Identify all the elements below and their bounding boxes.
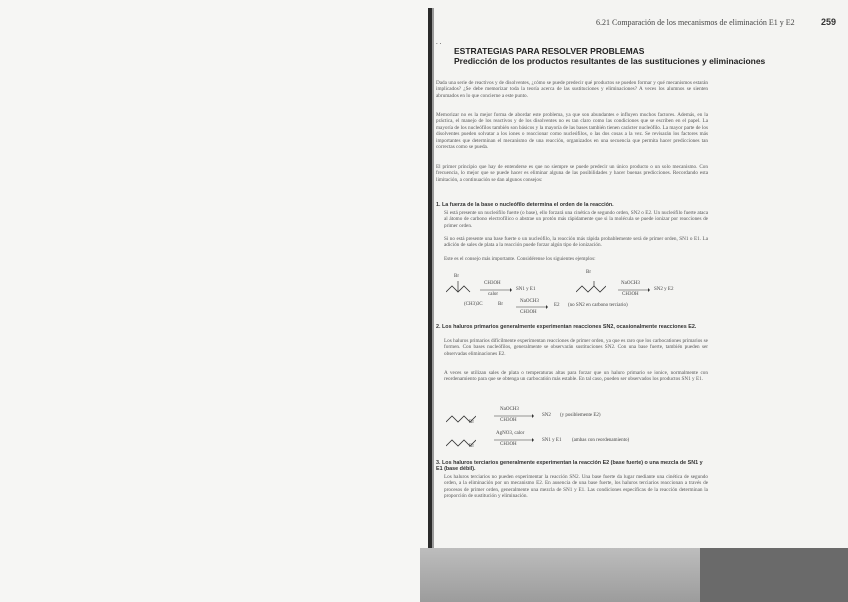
book-gutter-edge xyxy=(432,8,434,548)
rxn2-reagent: NaOCH3 xyxy=(621,281,640,286)
rxn5-note: (ambas con reordenamiento) xyxy=(572,438,630,443)
rxn4-leaving-atom: Br xyxy=(469,420,474,425)
alkyl-bromide-structure-1 xyxy=(446,274,474,298)
rxn2-products: SN2 y E2 xyxy=(654,287,674,292)
rxn5-reagent: AgNO3, calor xyxy=(496,431,525,436)
rxn3-substrate: (CH3)3C xyxy=(464,302,483,307)
intro-paragraph-2: Memorizar no es la mejor forma de abordar este problema, ya que son abundantes e influyen muchos factores. Además, en la práctica, el manejo de los reactivos y de los disolventes no es tan claro como las condiciones que se escriben en el papel. La mayoría de los nucleófilos también son básicos y la mayoría de las bases también tienen carácter nucleófilo. La mayor parte de los disolventes pueden solvatar a los iones o reaccionar como nucleófilos, o las dos cosas a la vez. Se revisarán los factores más importantes que determinan el mecanismo de una reacción, organizados en una secuencia que permita hacer predicciones tan correctas como se pueda. xyxy=(436,112,708,151)
rxn3-note: (no SN2 en carbono terciario) xyxy=(568,303,628,308)
rxn2-solvent: CH3OH xyxy=(622,292,639,297)
principle-2-text-1: Los haluros primarios difícilmente experimentan reacciones de primer orden, ya que es raro que los carbocationes primarios se formen. Con bases nucleófilos, generalmente se observarán sustituciones SN2. Con una base fuerte, también pueden ser observadas eliminaciones E2. xyxy=(444,338,708,357)
scan-corner-shadow xyxy=(700,548,848,602)
margin-marks: . . xyxy=(436,38,442,46)
principle-3-text: Los haluros terciarios no pueden experimentar la reacción SN2. Una base fuerte da lugar mediante una cinética de segundo orden, a la eliminación por un mecanismo E2. En ausencia de una base fuerte, los haluros terciarios reaccionan a través de procesos de primer orden, generalmente una mezcla de SN1 y E1. Las condiciones específicas de la reacción determinan la proporción de sustitución y eliminación. xyxy=(444,474,708,500)
intro-paragraph-1: Dada una serie de reactivos y de disolventes, ¿cómo se puede predecir qué productos se pueden formar y qué mecanismos estarán implicados? ¿Se debe memorizar toda la teoría acerca de las sustituciones y eliminaciones? A veces los alumnos se sienten abrumados en lo que concierne a este punto. xyxy=(436,80,708,99)
rxn5-leaving-atom: Br xyxy=(469,444,474,449)
rxn1-condition: calor xyxy=(488,292,498,297)
principle-2-title: 2. Los haluros primarios generalmente experimentan reacciones SN2, ocasionalmente reacciones E2. xyxy=(436,324,697,330)
rxn3-product: E2 xyxy=(554,303,560,308)
rxn4-reagent: NaOCH3 xyxy=(500,407,519,412)
rxn1-products: SN1 y E1 xyxy=(516,287,536,292)
running-head: 6.21 Comparación de los mecanismos de eliminación E1 y E2 xyxy=(596,18,795,27)
rxn3-reagent: NaOCH3 xyxy=(520,299,539,304)
principle-1-text-1: Si está presente un nucleófilo fuerte (o base), ello forzará una cinética de segundo orden, SN2 o E2. Un nucleófilo fuerte ataca al átomo de carbono electrofílico o abstrae un protón más rápidamente que si la molécula se puede ionizar por reacciones de primer orden. xyxy=(444,210,708,229)
alkyl-bromide-structure-2 xyxy=(576,274,606,298)
rxn5-products: SN1 y E1 xyxy=(542,438,562,443)
box-title: ESTRATEGIAS PARA RESOLVER PROBLEMAS xyxy=(454,46,645,56)
rxn1-reagent: CH3OH xyxy=(484,281,501,286)
rxn4-solvent: CH3OH xyxy=(500,418,517,423)
rxn3-arrow xyxy=(516,305,548,309)
rxn1-leaving-atom: Br xyxy=(454,274,459,279)
rxn3-leaving-atom: Br xyxy=(498,302,503,307)
rxn2-leaving-atom: Br xyxy=(586,270,591,275)
rxn5-solvent: CH3OH xyxy=(500,442,517,447)
principle-3-title: 3. Los haluros terciarios generalmente experimentan la reacción E2 (base fuerte) o una mezcla de SN1 y E1 (base débil). xyxy=(436,460,703,473)
intro-paragraph-3: El primer principio que hay de entenderse es que no siempre se puede predecir un único producto o un solo mecanismo. Con frecuencia, lo mejor que se puede hacer es eliminar alguna de las posibilidades y hacer buenas predicciones. Recordando esta limitación, a continuación se dan algunos consejos: xyxy=(436,164,708,183)
principle-1-text-3: Este es el consejo más importante. Considérense los siguientes ejemplos: xyxy=(444,256,596,262)
rxn4-product: SN2 xyxy=(542,413,551,418)
right-page xyxy=(436,8,836,548)
principle-1-text-2: Si no está presente una base fuerte o un nucleófilo, la reacción más rápida probablemente será de primer orden, SN1 o E1. La adición de sales de plata a la reacción puede forzar algún tipo de ionización. xyxy=(444,236,708,249)
principle-1-title: 1. La fuerza de la base o nucleófilo determina el orden de la reacción. xyxy=(436,202,614,208)
page-number: 259 xyxy=(820,17,836,27)
rxn3-solvent: CH3OH xyxy=(520,310,537,315)
rxn4-note: (y posiblemente E2) xyxy=(560,413,601,418)
box-subtitle: Predicción de los productos resultantes de las sustituciones y eliminaciones xyxy=(454,56,766,66)
principle-2-text-2: A veces se utilizan sales de plata o temperaturas altas para forzar que un haluro primario se ionice, normalmente con reordenamiento para que se obtenga un carbocatión más estable. En tal caso, pueden ser observados los productos SN1 y E1. xyxy=(444,370,708,383)
